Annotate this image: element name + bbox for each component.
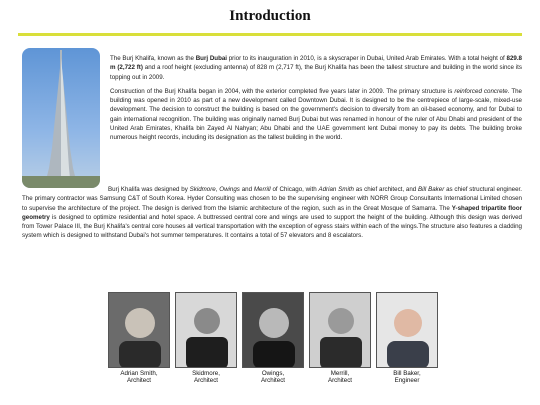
italic-text: Bill Baker [418, 186, 445, 193]
italic-text: Merrill [253, 186, 271, 193]
portrait-photo [242, 292, 304, 368]
text-run: and [239, 186, 254, 193]
intro-text [110, 54, 522, 148]
portrait-photo [175, 292, 237, 368]
person-role: Architect [193, 377, 219, 385]
person-card [242, 292, 304, 385]
person-caption [242, 370, 304, 385]
bold-text: 829.8 m (2,722 ft) [110, 55, 522, 72]
title-divider [18, 33, 522, 36]
italic-text: reinforced concrete [454, 87, 508, 95]
design-text [22, 185, 522, 241]
text-run: The Burj Khalifa, known as the [110, 55, 196, 62]
text-run: Construction of the Burj Khalifa began in 2004, with the exterior completed five years later in 2009. The primary structure is [110, 87, 455, 95]
text-run: of Chicago, with [270, 186, 319, 193]
text-run: prior to its inauguration in 2010, is a skyscraper in Dubai, United Arab Emirates. With a total height of [227, 55, 507, 62]
person-name: Bill Baker, [393, 370, 421, 377]
burj-khalifa-photo [22, 48, 100, 188]
person-role: Architect [126, 377, 152, 385]
bold-text: Y-shaped tripartite floor geometry [22, 204, 523, 221]
person-card [175, 292, 237, 385]
person-card [108, 292, 170, 385]
portrait-photo [376, 292, 438, 368]
page-title: Introduction [229, 8, 311, 24]
person-caption [175, 370, 237, 385]
person-name: Skidmore, [192, 370, 220, 377]
person-caption [376, 370, 438, 385]
italic-text: Adrian Smith [318, 186, 354, 193]
text-run: . The building was opened in 2010 as part of a new development called Downtown Dubai. It is designed to be the centrepiece of large-scale, mixed-use development. The decision to construct the building is based on the government's decision to diversify from an oil-based economy, and for Dubai to gain international recognition. The building was originally named Burj Dubai but was renamed in honour of the ruler of Abu Dhabi and president of the United Arab Emirates, Khalifa bin Zayed Al Nahyan; Abu Dhabi and the UAE government lent Dubai money to pay its debts. The building broke numerous height records, including its designation as the tallest building in the world. [110, 87, 522, 142]
person-name: Merrill, [330, 370, 350, 377]
person-name: Adrian Smith, [120, 370, 158, 377]
person-card [309, 292, 371, 385]
intro-paragraph-1 [110, 54, 522, 82]
intro-paragraph-3 [22, 185, 522, 241]
person-name: Owings, [261, 370, 285, 377]
person-role: Architect [260, 377, 286, 385]
person-caption [309, 370, 371, 385]
person-role: Architect [327, 377, 353, 385]
italic-text: Owings [219, 186, 240, 193]
text-run: as chief architect, and [354, 186, 419, 193]
text-run: , [215, 186, 220, 193]
portrait-photo [108, 292, 170, 368]
portrait-photo [309, 292, 371, 368]
people-gallery [108, 292, 438, 392]
text-run: as chief structural engineer. The primary contractor was Samsung C&T of South Korea. Hyder Consulting was chosen to be the supervising engineer with NORR Group Consultants International Limited chosen to supervise the architecture of the project. The design is derived from the Islamic architecture of the region, such as in the Great Mosque of Samarra. The [22, 186, 522, 212]
person-caption [108, 370, 170, 385]
intro-paragraph-2 [110, 87, 522, 143]
bold-text: Burj Dubai [195, 55, 228, 62]
text-run: Burj Khalifa was designed by [108, 186, 190, 193]
person-role: Engineer [394, 377, 420, 385]
text-run: and a roof height (excluding antenna) of 828 m (2,717 ft), the Burj Khalifa has been the tallest structure and building in the world since its topping out in 2009. [110, 64, 522, 81]
person-card [376, 292, 438, 385]
italic-text: Skidmore [189, 186, 216, 193]
text-run: is designed to optimize residential and hotel space. A buttressed central core and wings are used to support the height of the building. Although this design was derived from Tower Palace III, the Burj Khalifa's central core houses all vertical transportation with the exception of egress stairs within each of the wings.The structure also features a cladding system which is designed to withstand Dubai's hot summer temperatures. It contains a total of 57 elevators and 8 escalators. [22, 213, 522, 240]
